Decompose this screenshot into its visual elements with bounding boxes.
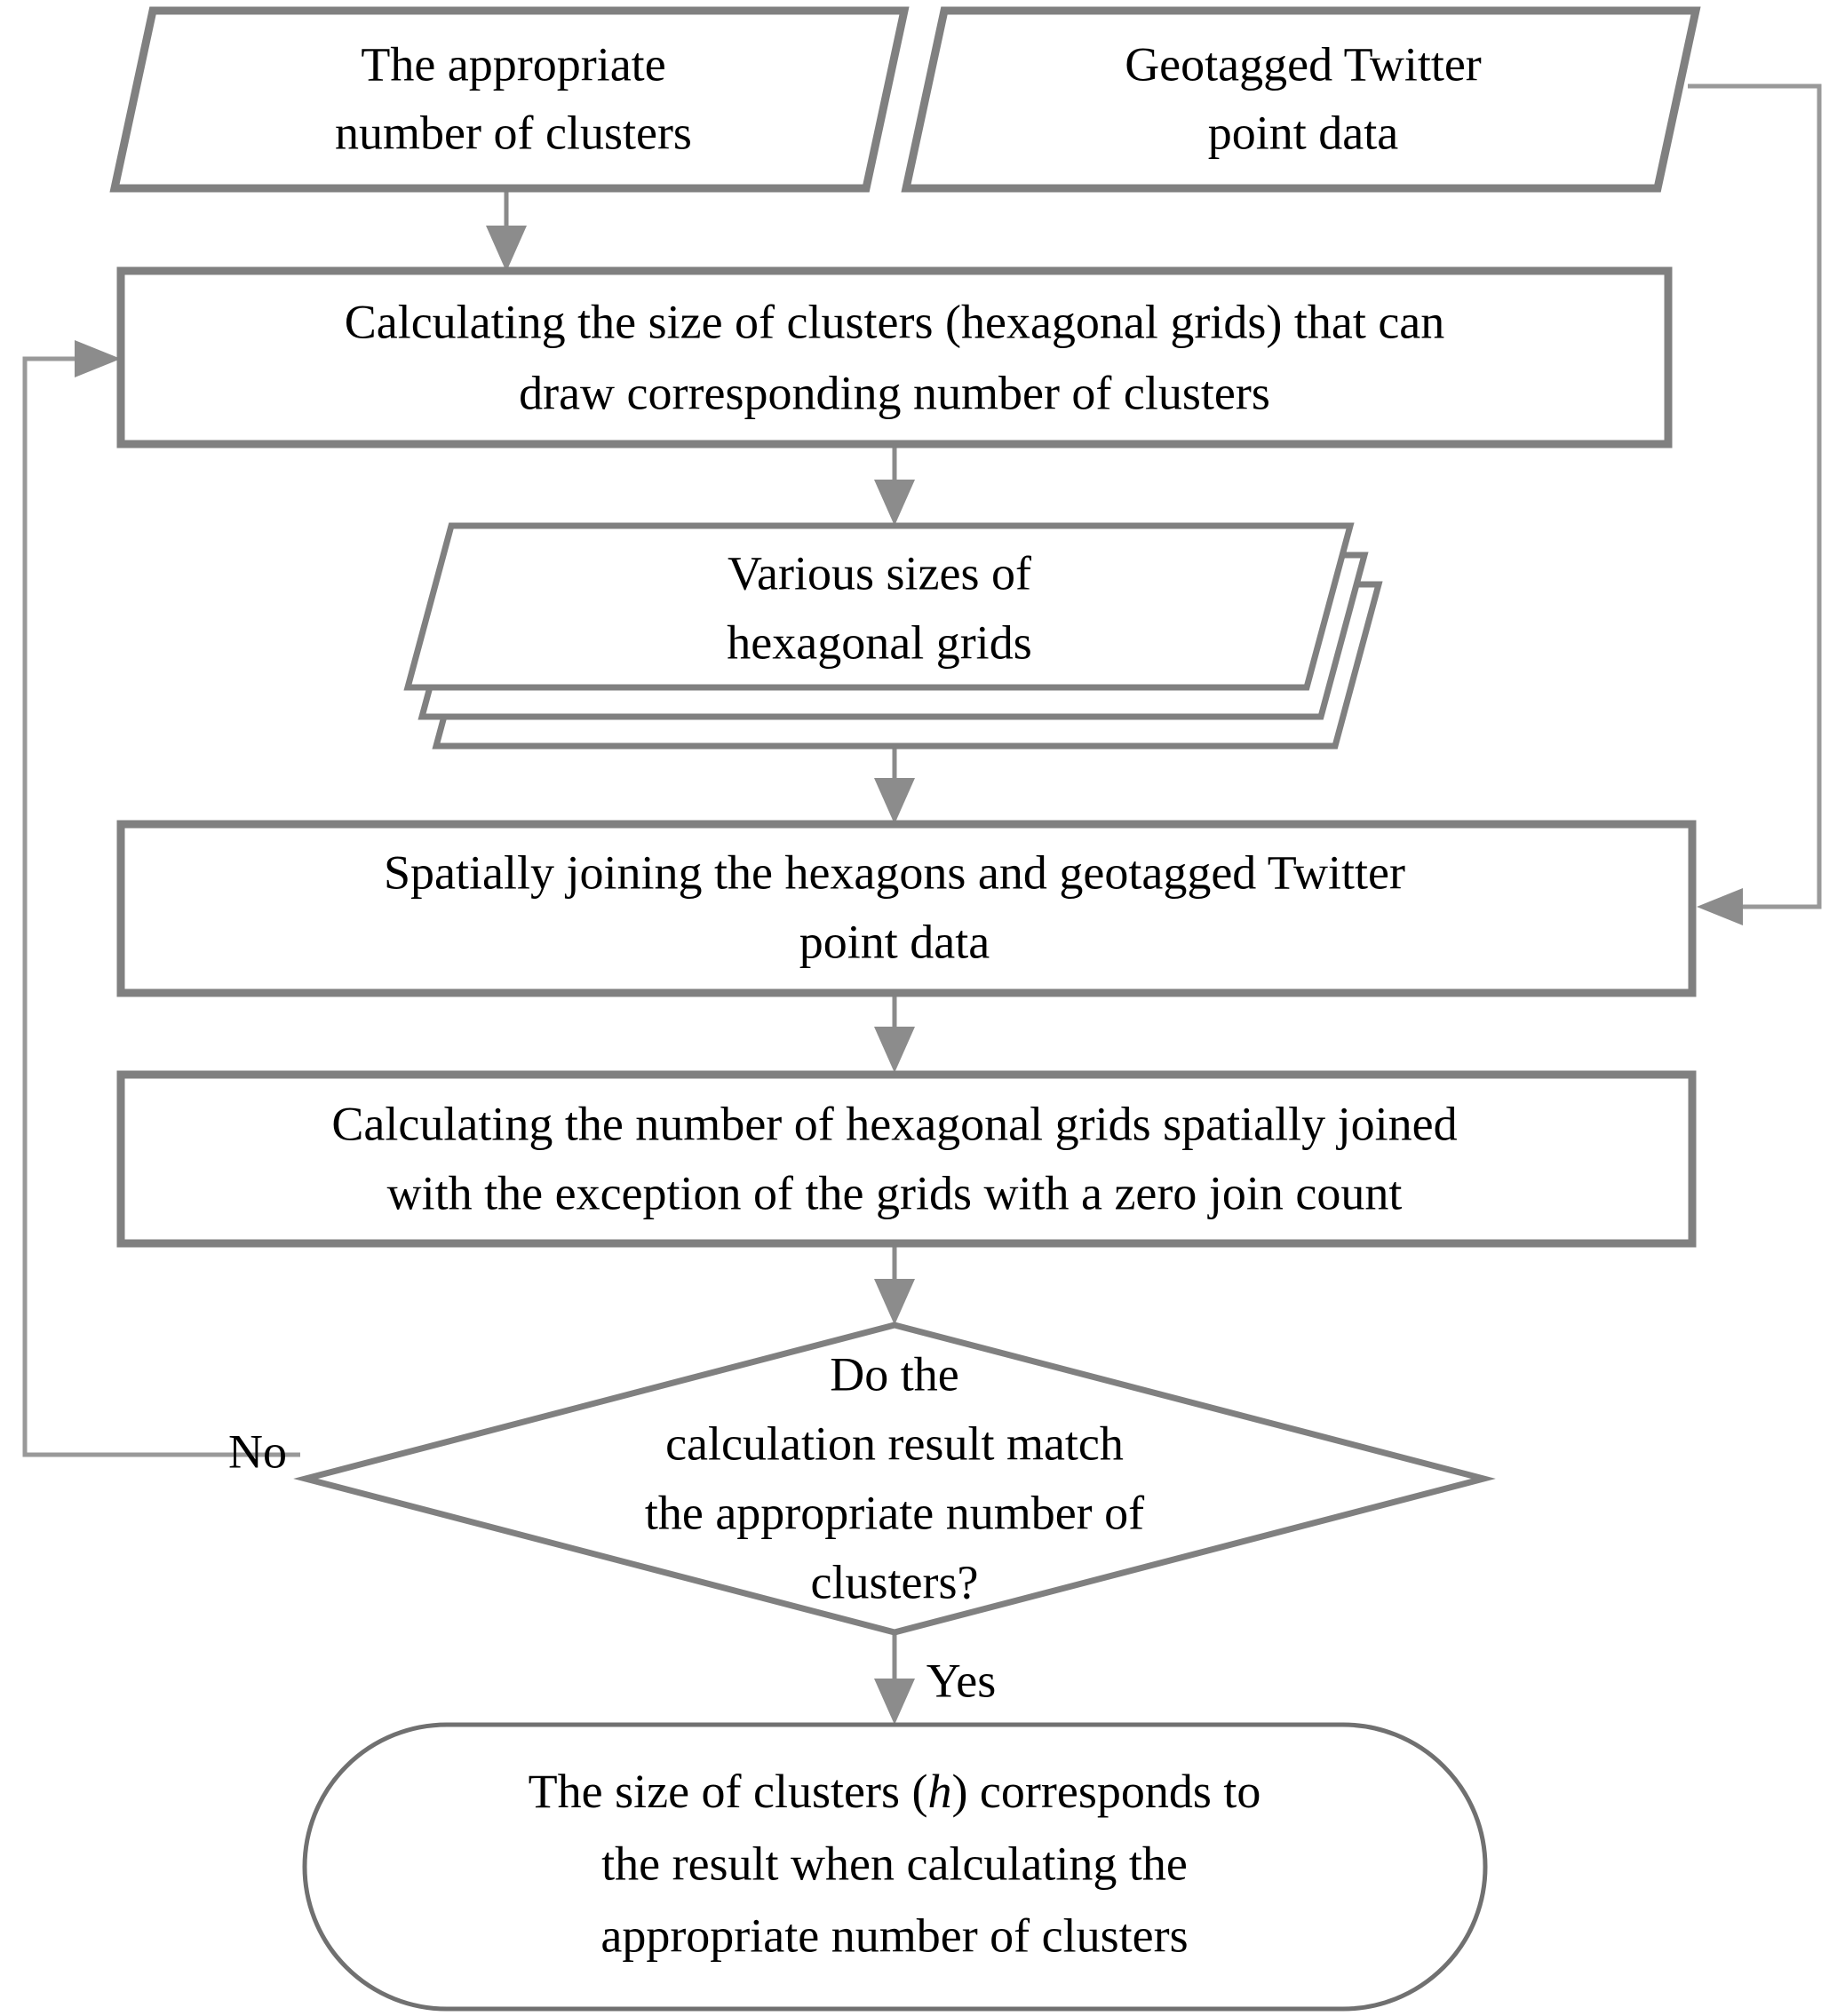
- spatial-join-line2: point data: [799, 915, 990, 969]
- node-process-calculating-grid-number[interactable]: [121, 1075, 1692, 1243]
- node-input-appropriate-number-of-clusters[interactable]: [115, 11, 904, 188]
- decision-line1: Do the: [830, 1347, 959, 1401]
- terminator-line1-italic: h: [927, 1765, 952, 1819]
- edge-twitter-to-spatialjoin: [1688, 86, 1819, 925]
- edge-label-yes: Yes: [926, 1654, 997, 1708]
- edge-decision-to-terminator: [874, 1632, 915, 1725]
- terminator-line3: appropriate number of clusters: [600, 1909, 1189, 1963]
- terminator-line1: [529, 1765, 1261, 1818]
- node-input-geotagged-twitter-point-data[interactable]: [906, 11, 1696, 188]
- calc-number-line1: Calculating the number of hexagonal grids spatially joined: [331, 1097, 1458, 1151]
- calc-size-line1: Calculating the size of clusters (hexagonal grids) that can: [344, 295, 1445, 349]
- decision-line2: calculation result match: [665, 1417, 1124, 1471]
- edge-label-no: No: [228, 1425, 287, 1479]
- input-clusters-line2: number of clusters: [335, 106, 692, 160]
- edge-clusters-to-calcsize: [486, 188, 527, 272]
- terminator-line1-pre: The size of clusters (: [528, 1765, 928, 1819]
- node-decision-result-match[interactable]: [306, 1325, 1483, 1632]
- node-process-calculating-cluster-size[interactable]: [121, 271, 1668, 444]
- edge-calcsize-to-grids: [874, 444, 915, 526]
- input-twitter-line2: point data: [1207, 106, 1399, 160]
- input-clusters-line1: The appropriate: [361, 37, 666, 91]
- various-grids-line2: hexagonal grids: [727, 615, 1032, 670]
- terminator-line1-post: ) corresponds to: [951, 1765, 1261, 1819]
- decision-line4: clusters?: [810, 1555, 979, 1609]
- decision-line3: the appropriate number of: [644, 1486, 1145, 1540]
- calc-number-line2: with the exception of the grids with a zero join count: [386, 1166, 1403, 1220]
- input-twitter-line1: Geotagged Twitter: [1125, 37, 1482, 91]
- edge-spatialjoin-to-calcnumber: [874, 993, 915, 1073]
- terminator-line2: the result when calculating the: [601, 1837, 1188, 1891]
- various-grids-line1: Various sizes of: [728, 546, 1031, 600]
- node-data-various-sizes-hexagonal-grids[interactable]: [408, 526, 1379, 746]
- node-terminator-cluster-size-result[interactable]: [305, 1725, 1485, 2009]
- edge-grids-to-spatialjoin: [874, 746, 915, 824]
- spatial-join-line1: Spatially joining the hexagons and geotagged Twitter: [384, 845, 1405, 900]
- edge-calcnumber-to-decision: [874, 1243, 915, 1325]
- calc-size-line2: draw corresponding number of clusters: [519, 366, 1270, 420]
- node-process-spatially-joining[interactable]: [121, 824, 1692, 993]
